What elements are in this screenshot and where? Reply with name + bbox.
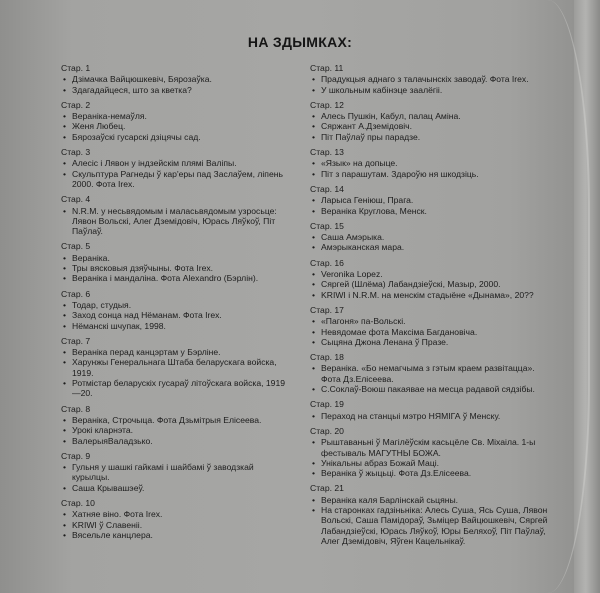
photo-page-section — [310, 221, 555, 253]
photo-caption: • Піт з парашутам. Здароўю ня шкодзіць. — [310, 169, 555, 179]
photo-caption: • Вераніка і мандаліна. Фота Alexandro (Бэрлін). — [61, 273, 286, 283]
photo-caption: • Veronika Lopez. — [310, 269, 555, 279]
page-number-label: Стар. 11 — [310, 63, 344, 73]
photo-page-section — [61, 100, 286, 142]
caption-list — [61, 158, 286, 189]
photo-caption: • Унікальны абраз Божай Маці. — [310, 458, 555, 468]
left-column — [61, 63, 286, 545]
photo-page-section — [61, 404, 286, 446]
caption-list — [61, 111, 286, 142]
caption-list — [310, 74, 555, 95]
photo-caption: • С.Соклаў-Воюш пакаявае на месца радавой сядзібы. — [310, 384, 555, 394]
page-number-label: Стар. 12 — [310, 99, 344, 110]
caption-list — [61, 415, 286, 446]
photo-page-section — [61, 289, 286, 331]
page-number-label: Стар. 20 — [310, 425, 344, 436]
caption-list — [310, 411, 555, 421]
photo-page-section — [61, 336, 286, 399]
photo-page-section — [61, 241, 286, 283]
photo-page-section — [310, 258, 555, 300]
caption-list — [310, 269, 555, 300]
caption-list — [61, 462, 286, 493]
photo-caption: • У школьным кабінэце заалёгіі. — [310, 85, 555, 95]
caption-list — [61, 253, 286, 284]
photo-caption: • На старонках гадзіньніка: Алесь Суша, Ясь Суша, Лявон Вольскі, Саша Памідораў, Зьміцер Вайцюшкевіч, Сяргей Лабандзіеўскі, Юрась Ляўкоў, Юры Беляхоў, Піт Паўлаў, Алег Дземідовіч, Яўген Кацельнікаў. — [310, 505, 555, 546]
photo-caption: • KRIWI і N.R.M. на менскім стадыёне «Дынама», 20?? — [310, 290, 555, 300]
photo-caption: • Вераніка-немаўля. — [61, 111, 286, 121]
photo-caption: • Вераніка. «Бо немагчыма з гэтым краем развітацца». Фота Дз.Елісеева. — [310, 363, 555, 384]
caption-list — [310, 363, 555, 394]
caption-list — [310, 495, 555, 546]
photo-caption: • Саша Амэрыка. — [310, 232, 555, 242]
photo-page-section — [61, 451, 286, 493]
caption-list — [310, 437, 555, 478]
page-number-label: Стар. 21 — [310, 483, 344, 494]
page-number-label: Стар. 8 — [61, 403, 91, 414]
photo-caption: • Піт Паўлаў пры парадзе. — [310, 132, 555, 142]
page-number-label: Стар. 3 — [61, 147, 91, 158]
photo-caption: • Вераніка перад канцэртам у Бэрліне. — [61, 347, 286, 357]
page-number-label: Стар. 18 — [310, 352, 344, 363]
photo-caption: • Вераніка каля Барлінскай сьцяны. — [310, 495, 555, 505]
page-title: НА ЗДЫМКАХ: — [247, 34, 353, 50]
photo-page-section — [310, 63, 555, 95]
photo-caption: • Рыштаваньні ў Магілёўскім касьцёле Св. Міхаіла. 1-ы фестываль МАГУТНЫ БОЖА. — [310, 437, 555, 458]
photo-caption: • Саша Крывашэеў. — [61, 483, 286, 493]
caption-list — [61, 206, 286, 237]
photo-caption: • KRIWI ў Славеніі. — [61, 520, 286, 530]
caption-list — [310, 316, 555, 347]
caption-list — [61, 347, 286, 398]
page-number-label: Стар. 2 — [61, 99, 91, 110]
photo-caption: • Хатняе віно. Фота Irex. — [61, 509, 286, 519]
page-number-label: Стар. 6 — [61, 288, 91, 299]
photo-caption: • Вераніка. — [61, 253, 286, 263]
page-number-label: Стар. 1 — [61, 63, 91, 73]
photo-caption: • Харунжы Генеральнага Штаба беларускага войска, 1919. — [61, 357, 286, 378]
photo-caption: • Вераніка, Строчыца. Фота Дзьмітрыя Елісеева. — [61, 415, 286, 425]
photo-caption: • Нёманскі шчупак, 1998. — [61, 321, 286, 331]
caption-list — [310, 158, 555, 179]
photo-caption: • Сяргей (Шлёма) Лабандзіеўскі, Мазыр, 2000. — [310, 279, 555, 289]
photo-caption: • «Язык» на допыце. — [310, 158, 555, 168]
photo-caption: • Гульня у шашкі гайкамі і шайбамі ў заводзкай курылцы. — [61, 462, 286, 483]
photo-page-section — [61, 194, 286, 236]
photo-caption: • Вераніка ў жыцьці. Фота Дз.Елісеева. — [310, 468, 555, 478]
photo-caption: • Алесіс і Лявон у індзейскім плямі Валіпы. — [61, 158, 286, 168]
photo-page-section — [310, 147, 555, 179]
photo-caption: • Ларыса Геніюш, Прага. — [310, 195, 555, 205]
photo-page-section — [310, 352, 555, 394]
page-number-label: Стар. 15 — [310, 220, 344, 231]
photo-caption: • Амэрыканская мара. — [310, 242, 555, 252]
photo-caption: • Прадукцыя аднаго з талачынскіх заводаў. Фота Irex. — [310, 74, 555, 84]
photo-caption: • Алесь Пушкін, Кабул, палац Аміна. — [310, 111, 555, 121]
photo-caption: • Бярозаўскі гусарскі дзіцячы сад. — [61, 132, 286, 142]
photo-caption: • Женя Любец. — [61, 121, 286, 131]
page-number-label: Стар. 10 — [61, 497, 95, 508]
photo-caption: • ВалерыяВаладзько. — [61, 436, 286, 446]
page-number-label: Стар. 9 — [61, 450, 91, 461]
right-column — [310, 63, 555, 551]
photo-caption: • Вераніка Круглова, Менск. — [310, 206, 555, 216]
photo-caption: • «Пагоня» па-Вольскі. — [310, 316, 555, 326]
photo-caption: • N.R.M. у несьвядомым і маласьвядомым узросьце: Лявон Вольскі, Алег Дземідовіч, Юрась Ляўкоў, Піт Паўлаў. — [61, 206, 286, 237]
photo-caption: • Здагадайцеся, што за кветка? — [61, 85, 286, 95]
photo-page-section — [310, 100, 555, 142]
page-number-label: Стар. 16 — [310, 257, 344, 268]
photo-caption: • Вясельле канцлера. — [61, 530, 286, 540]
page-number-label: Стар. 14 — [310, 183, 344, 194]
photo-caption: • Скульптура Рагнеды ў кар'еры пад Заслаўем, ліпень 2000. Фота Irex. — [61, 169, 286, 190]
caption-list — [61, 74, 286, 95]
photo-caption: • Сяржант А.Дземідовіч. — [310, 121, 555, 131]
photo-page-section — [61, 498, 286, 540]
page-number-label: Стар. 4 — [61, 194, 91, 205]
page-number-label: Стар. 7 — [61, 335, 91, 346]
photo-caption: • Заход сонца над Нёманам. Фота Irex. — [61, 310, 286, 320]
page-number-label: Стар. 19 — [310, 399, 344, 410]
photo-page-section — [310, 305, 555, 347]
page-number-label: Стар. 17 — [310, 304, 344, 315]
caption-list — [61, 509, 286, 540]
photo-caption: • Тры вясковыя дзяўчыны. Фота Irex. — [61, 263, 286, 273]
photo-page-section — [310, 483, 555, 546]
photo-caption: • Дзімачка Вайцюшкевіч, Бярозаўка. — [61, 74, 286, 84]
page-number-label: Стар. 13 — [310, 147, 344, 158]
caption-list — [310, 195, 555, 216]
photo-page-section — [310, 184, 555, 216]
photo-caption: • Пераход на станцыі мэтро НЯМІГА ў Менску. — [310, 411, 555, 421]
photo-caption: • Ротмістар беларускіх гусараў літоўскага войска, 1919—20. — [61, 378, 286, 399]
photo-page-section — [61, 147, 286, 189]
caption-list — [61, 300, 286, 331]
photo-page-section — [310, 426, 555, 478]
photo-page-section — [61, 63, 286, 95]
photo-caption: • Сыцяна Джона Ленана ў Празе. — [310, 337, 555, 347]
photo-page-section — [310, 399, 555, 421]
page-number-label: Стар. 5 — [61, 241, 91, 252]
caption-list — [310, 111, 555, 142]
photo-caption: • Невядомае фота Максіма Багдановіча. — [310, 327, 555, 337]
photo-caption: • Тодар, студыя. — [61, 300, 286, 310]
photo-caption: • Урокі кларнэта. — [61, 425, 286, 435]
caption-list — [310, 232, 555, 253]
